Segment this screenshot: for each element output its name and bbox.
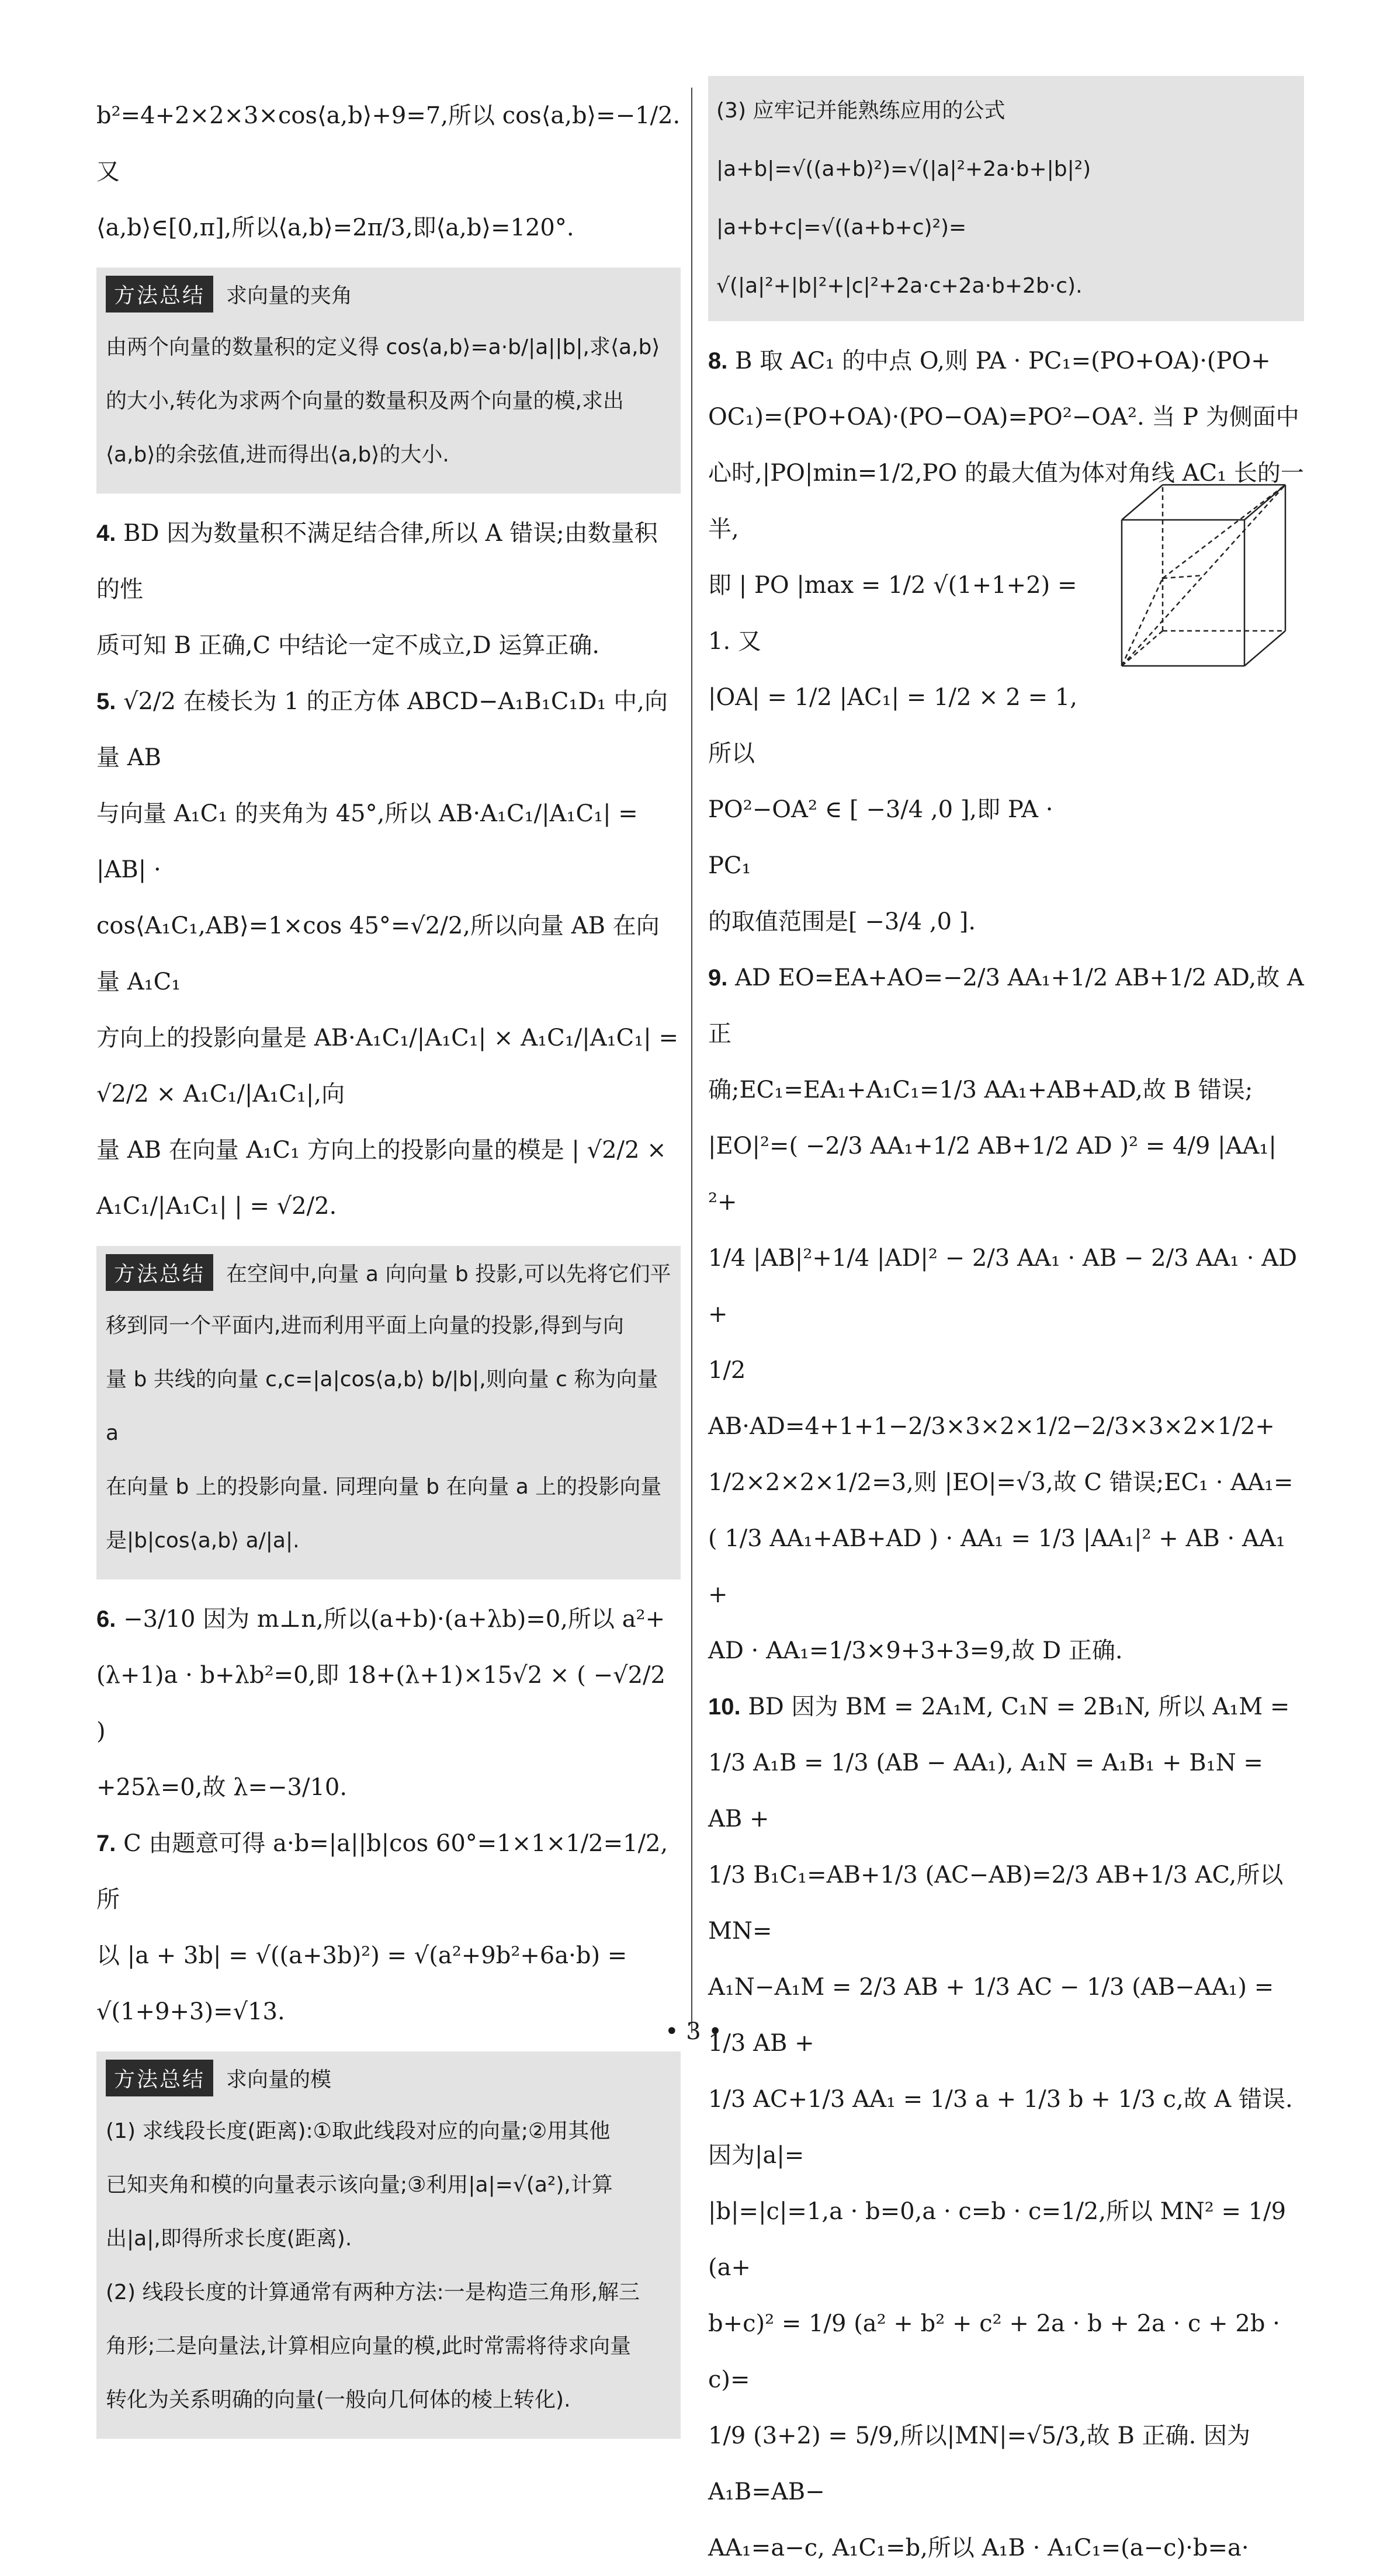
method-badge: 方法总结 bbox=[106, 2060, 213, 2096]
text-line: b+c)² = 1/9 (a² + b² + c² + 2a · b + 2a · c + 2b · c)= bbox=[708, 2310, 1280, 2393]
question-5 bbox=[96, 673, 681, 786]
text-line: b²=4+2×2×3×cos⟨a,b⟩+9=7,所以 cos⟨a,b⟩=−1/2. 又 bbox=[96, 102, 681, 185]
question-number: 5. bbox=[96, 689, 116, 714]
box-line: 转化为关系明确的向量(一般向几何体的棱上转化). bbox=[106, 2388, 571, 2412]
question-number: 8. bbox=[708, 348, 728, 374]
text-line: BD 因为 BM = 2A₁M, C₁N = 2B₁N, 所以 A₁M = bbox=[748, 1693, 1290, 1720]
box-line: |a+b+c|=√((a+b+c)²)= bbox=[716, 216, 967, 239]
text-line: |b|=|c|=1,a · b=0,a · c=b · c=1/2,所以 MN² = 1/9 (a+ bbox=[708, 2198, 1287, 2281]
text-line: 以 |a + 3b| = √((a+3b)²) = √(a²+9b²+6a·b) = bbox=[96, 1942, 627, 1969]
box-line: 角形;二是向量法,计算相应向量的模,此时常需将待求向量 bbox=[106, 2334, 632, 2358]
box-line: 出|a|,即得所求长度(距离). bbox=[106, 2227, 352, 2251]
text-line: 方向上的投影向量是 AB·A₁C₁/|A₁C₁| × A₁C₁/|A₁C₁| = √2/2 × A₁C₁/|A₁C₁|,向 bbox=[96, 1025, 678, 1108]
text-line: 1/9 (3+2) = 5/9,所以|MN|=√5/3,故 B 正确. 因为 A₁B=AB− bbox=[708, 2422, 1251, 2505]
edge-bc bbox=[1244, 631, 1285, 666]
question-number: 10. bbox=[708, 1694, 741, 1720]
question-number: 6. bbox=[96, 1606, 116, 1632]
method-badge: 方法总结 bbox=[106, 276, 213, 313]
box-line: 量 b 共线的向量 c,c=|a|cos⟨a,b⟩ b/|b|,则向量 c 称为向量 a bbox=[106, 1367, 658, 1445]
text-line: C 由题意可得 a·b=|a||b|cos 60°=1×1×1/2=1/2,所 bbox=[96, 1830, 668, 1913]
method-topic: 求向量的模 bbox=[226, 2068, 332, 2092]
text-line: 1/2 AB·AD=4+1+1−2/3×3×2×1/2−2/3×3×2×1/2+ bbox=[708, 1357, 1275, 1440]
text-line: 的取值范围是[ −3/4 ,0 ]. bbox=[708, 908, 976, 935]
text-line: 1/3 B₁C₁=AB+1/3 (AC−AB)=2/3 AB+1/3 AC,所以 MN= bbox=[708, 1862, 1284, 1945]
text-line: 心时,|PO|min=1/2,PO 的最大值为体对角线 AC₁ 长的一半, bbox=[708, 460, 1304, 543]
column-divider bbox=[691, 88, 692, 2033]
box-line: 由两个向量的数量积的定义得 cos⟨a,b⟩=a·b/|a||b|,求⟨a,b⟩ bbox=[106, 335, 660, 359]
text-line: |EO|²=( −2/3 AA₁+1/2 AB+1/2 AD )² = 4/9 |AA₁|²+ bbox=[708, 1133, 1277, 1216]
segment-po bbox=[1163, 575, 1204, 578]
box-line: 已知夹角和模的向量表示该向量;③利用|a|=√(a²),计算 bbox=[106, 2173, 613, 2197]
text-line: PO²−OA² ∈ [ −3/4 ,0 ],即 PA · PC₁ bbox=[708, 796, 1053, 879]
question-number: 7. bbox=[96, 1831, 116, 1856]
text-line: 1/4 |AB|²+1/4 |AD|² − 2/3 AA₁ · AB − 2/3 AA₁ · AD + bbox=[708, 1245, 1298, 1328]
text-line: −3/10 因为 m⊥n,所以(a+b)·(a+λb)=0,所以 a²+ bbox=[123, 1606, 665, 1633]
question-8 bbox=[708, 333, 1304, 389]
edge-ad bbox=[1122, 631, 1163, 666]
text-line: √2/2 在棱长为 1 的正方体 ABCD−A₁B₁C₁D₁ 中,向量 AB bbox=[96, 688, 668, 771]
method-summary-box bbox=[96, 268, 681, 494]
text-line: AD · AA₁=1/3×9+3+3=9,故 D 正确. bbox=[708, 1637, 1123, 1664]
text-line: OC₁)=(PO+OA)·(PO−OA)=PO²−OA². 当 P 为侧面中 bbox=[708, 404, 1299, 431]
text-line: |OA| = 1/2 |AC₁| = 1/2 × 2 = 1,所以 bbox=[708, 684, 1077, 767]
method-summary-box bbox=[96, 2051, 681, 2439]
text-line: A₁N−A₁M = 2/3 AB + 1/3 AC − 1/3 (AB−AA₁) = 1/3 AB + bbox=[708, 1974, 1274, 2057]
box-line: |a+b|=√((a+b)²)=√(|a|²+2a·b+|b|²) bbox=[716, 157, 1091, 181]
text-line: 1/3 AC+1/3 AA₁ = 1/3 a + 1/3 b + 1/3 c,故 A 错误. 因为|a|= bbox=[708, 2086, 1293, 2169]
page-number: • 3 • bbox=[664, 2018, 723, 2045]
question-number: 4. bbox=[96, 520, 116, 546]
edge-b1c1 bbox=[1244, 485, 1285, 520]
question-9 bbox=[708, 950, 1304, 1062]
segment-ap bbox=[1122, 578, 1163, 666]
text-line: √(1+9+3)=√13. bbox=[96, 1998, 285, 2025]
question-10 bbox=[708, 1679, 1304, 1735]
text-line: 1/2×2×2×1/2=3,则 |EO|=√3,故 C 错误;EC₁ · AA₁= bbox=[708, 1469, 1294, 1496]
cube-figure bbox=[1110, 456, 1320, 689]
text-line: 1/3 A₁B = 1/3 (AB − AA₁), A₁N = A₁B₁ + B₁N = AB + bbox=[708, 1749, 1263, 1832]
method-topic: 求向量的夹角 bbox=[226, 284, 353, 308]
question-number: 9. bbox=[708, 965, 728, 991]
text-line: 即 | PO |max = 1/2 √(1+1+2) = 1. 又 bbox=[708, 572, 1077, 655]
method-badge: 方法总结 bbox=[106, 1254, 213, 1291]
text-line: ( 1/3 AA₁+AB+AD ) · AA₁ = 1/3 |AA₁|² + AB · AA₁ + bbox=[708, 1525, 1285, 1608]
text-line: +25λ=0,故 λ=−3/10. bbox=[96, 1774, 348, 1801]
box-line: 的大小,转化为求两个向量的数量积及两个向量的模,求出 bbox=[106, 389, 624, 413]
method-topic: 在空间中,向量 a 向向量 b 投影,可以先将它们平 bbox=[226, 1262, 671, 1286]
segment-pc1 bbox=[1163, 485, 1285, 578]
box-line: 在向量 b 上的投影向量. 同理向量 b 在向量 a 上的投影向量 bbox=[106, 1475, 662, 1499]
text-line: 质可知 B 正确,C 中结论一定不成立,D 运算正确. bbox=[96, 632, 600, 659]
text-line: (λ+1)a · b+λb²=0,即 18+(λ+1)×15√2 × ( −√2/2 ) bbox=[96, 1662, 665, 1745]
text-line: AA₁=a−c, A₁C₁=b,所以 A₁B · A₁C₁=(a−c)·b=a· bbox=[708, 2535, 1249, 2561]
text-line: 量 AB 在向量 A₁C₁ 方向上的投影向量的模是 | √2/2 × bbox=[96, 1137, 667, 1164]
box-line: √(|a|²+|b|²+|c|²+2a·c+2a·b+2b·c). bbox=[716, 274, 1083, 298]
text-line: AD EO=EA+AO=−2/3 AA₁+1/2 AB+1/2 AD,故 A 正 bbox=[708, 964, 1304, 1047]
question-4 bbox=[96, 505, 681, 617]
box-line: 移到同一个平面内,进而利用平面上向量的投影,得到与向 bbox=[106, 1314, 624, 1338]
text-line: ⟨a,b⟩∈[0,π],所以⟨a,b⟩=2π/3,即⟨a,b⟩=120°. bbox=[96, 214, 574, 241]
text-line: A₁C₁/|A₁C₁| | = √2/2. bbox=[96, 1193, 337, 1220]
text-line: 确;EC₁=EA₁+A₁C₁=1/3 AA₁+AB+AD,故 B 错误; bbox=[708, 1077, 1253, 1103]
question-6 bbox=[96, 1591, 681, 1647]
formula-box bbox=[708, 76, 1304, 321]
question-7 bbox=[96, 1815, 681, 1928]
box-line: (1) 求线段长度(距离):①取此线段对应的向量;②用其他 bbox=[106, 2119, 611, 2143]
method-summary-box bbox=[96, 1246, 681, 1579]
box-line: 是|b|cos⟨a,b⟩ a/|a|. bbox=[106, 1529, 300, 1553]
text-line: B 取 AC₁ 的中点 O,则 PA · PC₁=(PO+OA)·(PO+ bbox=[735, 348, 1271, 374]
edge-a1d1 bbox=[1122, 485, 1163, 520]
text-line: BD 因为数量积不满足结合律,所以 A 错误;由数量积的性 bbox=[96, 520, 658, 603]
box-line: ⟨a,b⟩的余弦值,进而得出⟨a,b⟩的大小. bbox=[106, 443, 449, 467]
box-line: (3) 应牢记并能熟练应用的公式 bbox=[716, 99, 1005, 123]
box-line: (2) 线段长度的计算通常有两种方法:一是构造三角形,解三 bbox=[106, 2280, 640, 2304]
text-line: 与向量 A₁C₁ 的夹角为 45°,所以 AB·A₁C₁/|A₁C₁| = |AB| · bbox=[96, 800, 638, 883]
text-line: cos⟨A₁C₁,AB⟩=1×cos 45°=√2/2,所以向量 AB 在向量 A₁C₁ bbox=[96, 912, 660, 995]
left-column bbox=[96, 88, 681, 2450]
